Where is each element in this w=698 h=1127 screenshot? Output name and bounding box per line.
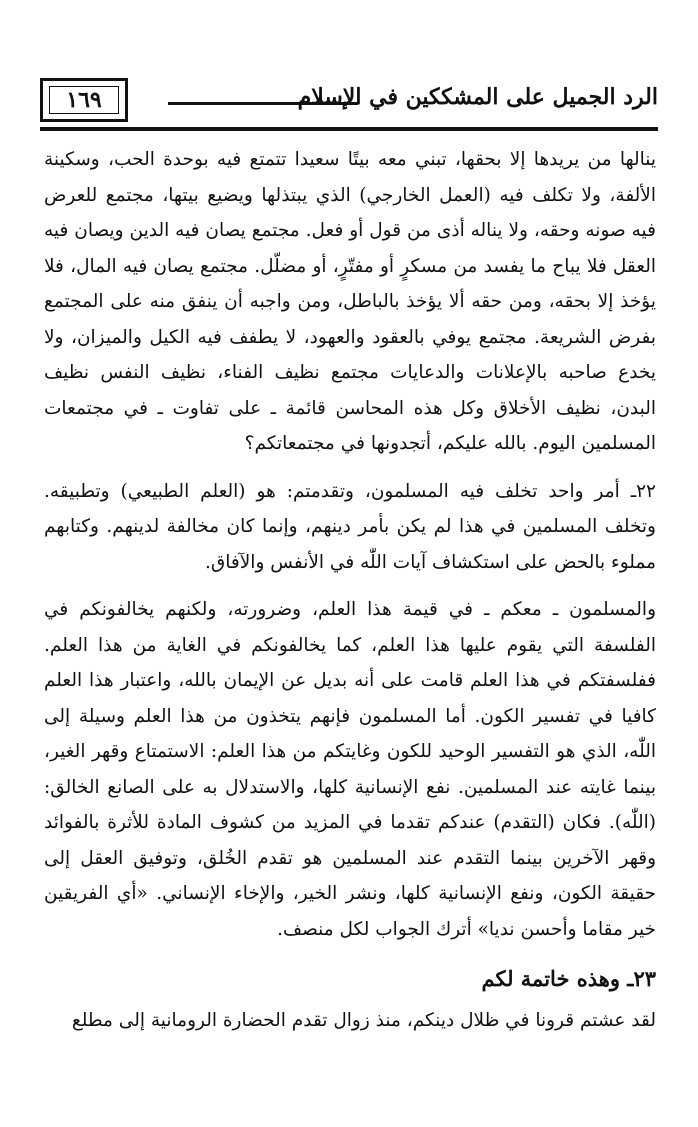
section-heading: ٢٣ـ وهذه خاتمة لكم — [481, 966, 656, 991]
paragraph-1: ينالها من يريدها إلا بحقها، تبني معه بيتًا سعيدا تتمتع فيه بوحدة الحب، وسكينة الألفة، ولا تكلف فيه (العمل الخارجي) الذي يبتذلها ويضيع بيتها، مجتمع للعرض فيه صونه وحقه، ولا يناله أذى من قول أو فعل. مجتمع يصان فيه الدين ويصان فيه العقل فلا يباح ما يفسد من مسكرٍ أو مفتّرٍ، أو مضلّل. مجتمع يصان فيه المال، فلا يؤخذ إلا بحقه، ومن حقه ألا يؤخذ بالباطل، ومن واجبه أن ينفق منه على المجتمع بفرض الشريعة. مجتمع يوفي بالعقود والعهود، لا يطفف فيه الكيل والميزان، ولا يخدع صاحبه بالإعلانات والدعايات مجتمع نظيف الفناء، نظيف النفس نظيف البدن، نظيف الأخلاق وكل هذه المحاسن قائمة ـ على تفاوت ـ في مجتمعات المسلمين اليوم. بالله عليكم، أتجدونها في مجتمعاتكم؟ — [44, 149, 656, 454]
page-number-box — [40, 78, 128, 122]
page-number: ١٦٩ — [66, 87, 102, 113]
header-underline — [40, 127, 658, 131]
paragraph-2: ٢٢ـ أمر واحد تخلف فيه المسلمون، وتقدمتم: هو (العلم الطبيعي) وتطبيقه. وتخلف المسلمين في هذا لم يكن بأمر دينهم، وإنما كان مخالفة لدينهم. وكتابهم مملوء بالحض على استكشاف آيات اللّٰه في الأنفس والآفاق. — [44, 480, 656, 573]
page-header — [40, 70, 658, 130]
running-title: الرد الجميل على المشككين في الإسلام — [297, 84, 658, 110]
page-body — [44, 142, 656, 1051]
paragraph-3: والمسلمون ـ معكم ـ في قيمة هذا العلم، وضرورته، ولكنهم يخالفونكم في الفلسفة التي يقوم عليها هذا العلم، كما يخالفونكم في الغاية من هذا العلم. ففلسفتكم في هذا العلم قامت على أنه بديل عن الإيمان بالله، واعتبار هذا العلم كافيا في تفسير الكون. أما المسلمون فإنهم يتخذون من هذا العلم وسيلة إلى اللّٰه، الذي هو التفسير الوحيد للكون وغايتكم من هذا العلم: الاستمتاع وقهر الغير، بينما غايته عند المسلمين. نفع الإنسانية كلها، والاستدلال به على الصانع الخالق: (اللّٰه). فكان (التقدم) عندكم تقدما في المزيد من كشوف المادة للأثرة بالفوائد وقهر الآخرين بينما التقدم عند المسلمين هو تقدم الخُلق، وتوفيق العقل إلى حقيقة الكون، ونفع الإنسانية كلها، ونشر الخير، والإخاء الإنساني. «أي الفريقين خير مقاما وأحسن نديا» أترك الجواب لكل منصف. — [44, 599, 656, 940]
paragraph-4: لقد عشتم قرونا في ظلال دينكم، منذ زوال تقدم الحضارة الرومانية إلى مطلع — [71, 1010, 656, 1031]
